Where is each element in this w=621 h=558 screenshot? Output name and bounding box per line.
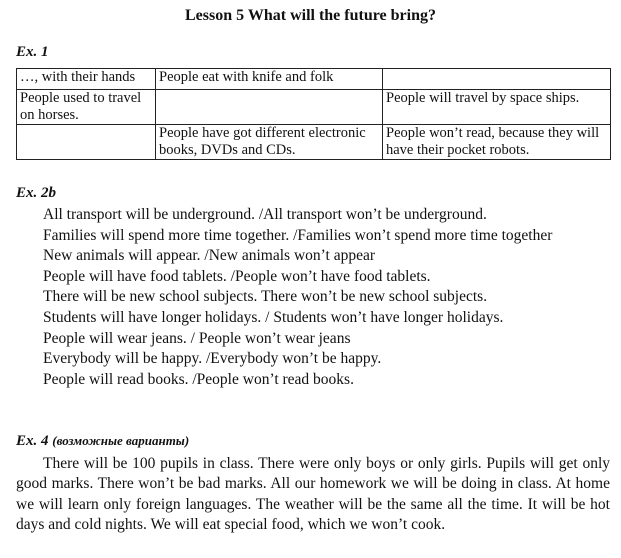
ex2b-heading: Ex. 2b bbox=[16, 185, 57, 201]
ex4-heading: Ex. 4 bbox=[16, 433, 49, 449]
table-cell bbox=[17, 125, 156, 160]
list-item: All transport will be underground. /All transport won’t be underground. bbox=[43, 206, 487, 223]
table-cell: People will travel by space ships. bbox=[383, 90, 611, 125]
table-cell: People won’t read, because they will have their pocket robots. bbox=[383, 125, 611, 160]
table-cell bbox=[383, 69, 611, 90]
list-item: People will have food tablets. /People won’t have food tablets. bbox=[43, 267, 431, 285]
lesson-title: Lesson 5 What will the future bring? bbox=[185, 7, 436, 24]
ex4-note: (возможные варианты) bbox=[52, 433, 190, 448]
table-row bbox=[17, 125, 611, 160]
list-item: Families will spend more time together. /Families won’t spend more time together bbox=[43, 226, 553, 244]
ex2b-answer-list bbox=[16, 205, 612, 390]
ex4-paragraph: There will be 100 pupils in class. There were only boys or only girls. Pupils will get only good marks. There won’t be bad marks. All our homework we will be doing in class. At home we will learn only foreign languages. The weather will be the same all the time. It will be hot days and cold nights. We will eat special food, which we won’t cook. bbox=[16, 455, 610, 534]
ex1-heading: Ex. 1 bbox=[16, 44, 49, 60]
table-cell: People eat with knife and folk bbox=[156, 69, 383, 90]
list-item: New animals will appear. /New animals won’t appear bbox=[43, 247, 376, 265]
table-row bbox=[17, 90, 611, 125]
list-item: People will read books. /People won’t read books. bbox=[43, 370, 354, 388]
table-row bbox=[17, 69, 611, 90]
table-cell: …, with their hands bbox=[17, 69, 156, 90]
list-item: Students will have longer holidays. / Students won’t have longer holidays. bbox=[43, 308, 504, 326]
table-cell: People used to travel on horses. bbox=[17, 90, 156, 125]
list-item: There will be new school subjects. There won’t be new school subjects. bbox=[43, 288, 488, 306]
table-cell bbox=[156, 90, 383, 125]
ex4-heading-block bbox=[16, 432, 189, 450]
list-item: People will wear jeans. / People won’t wear jeans bbox=[43, 329, 351, 347]
list-item: Everybody will be happy. /Everybody won’t be happy. bbox=[43, 350, 382, 368]
table-cell: People have got different electronic books, DVDs and CDs. bbox=[156, 125, 383, 160]
ex1-table bbox=[16, 68, 611, 160]
